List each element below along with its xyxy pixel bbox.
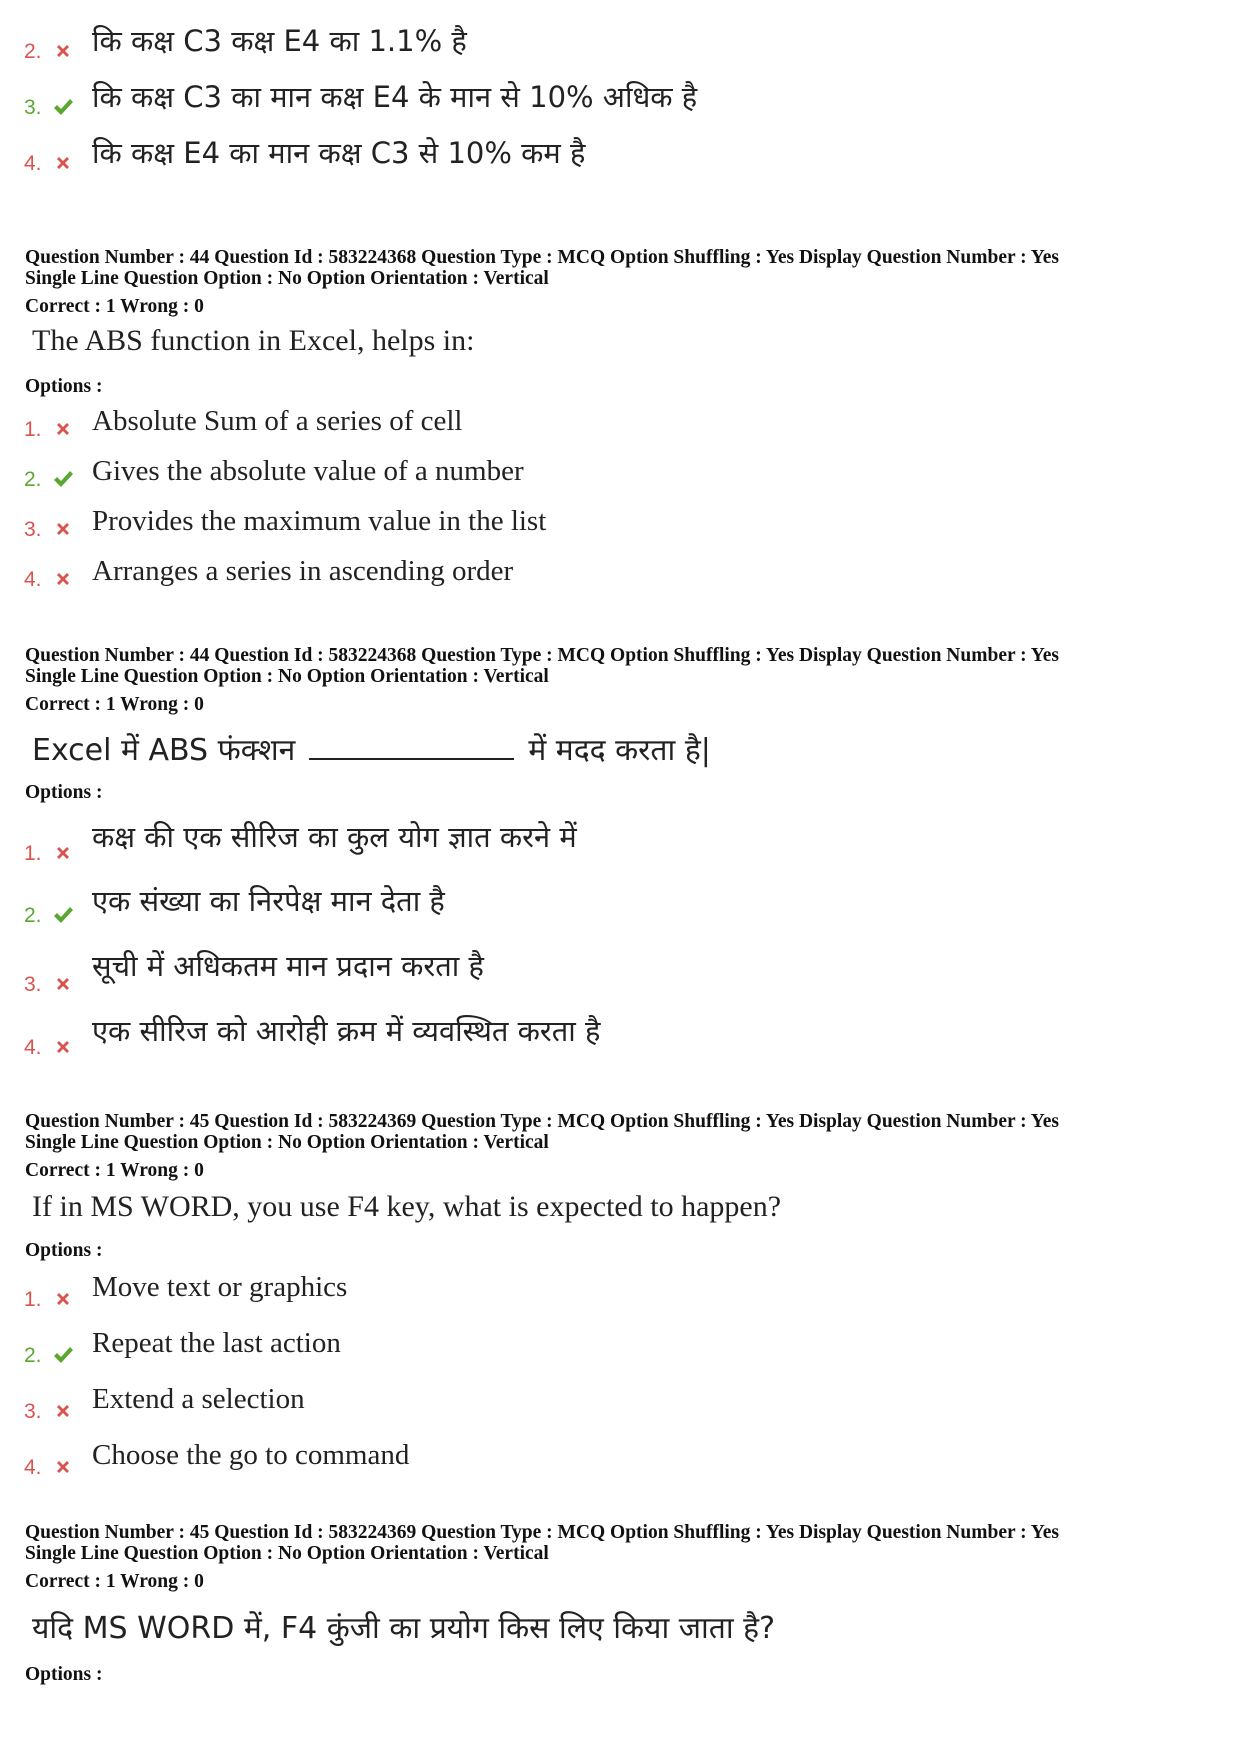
option-text: कि कक्ष C3 का मान कक्ष E4 के मान से 10% अधिक है bbox=[92, 80, 698, 114]
cross-icon bbox=[52, 1288, 74, 1310]
question-text-before: Excel में ABS फंक्शन bbox=[32, 733, 296, 768]
question-meta-line1: Question Number : 45 Question Id : 583224369 Question Type : MCQ Option Shuffling : Yes Display Question Number : Yes bbox=[25, 1522, 1059, 1543]
question-meta-line1: Question Number : 45 Question Id : 583224369 Question Type : MCQ Option Shuffling : Yes Display Question Number : Yes bbox=[25, 1111, 1059, 1132]
option-row bbox=[24, 1014, 1204, 1062]
question-meta bbox=[25, 645, 1059, 687]
options-label: Options : bbox=[25, 376, 103, 397]
cross-icon bbox=[52, 1036, 74, 1058]
option-number: 2. bbox=[24, 904, 42, 927]
cross-icon bbox=[52, 152, 74, 174]
question-meta-line2: Single Line Question Option : No Option Orientation : Vertical bbox=[25, 1132, 549, 1153]
option-number: 3. bbox=[24, 973, 42, 996]
option-number: 2. bbox=[24, 40, 42, 63]
option-row bbox=[24, 22, 1204, 66]
question-marks: Correct : 1 Wrong : 0 bbox=[25, 1160, 204, 1181]
option-number: 2. bbox=[24, 468, 42, 491]
question-marks: Correct : 1 Wrong : 0 bbox=[25, 296, 204, 317]
option-text: सूची में अधिकतम मान प्रदान करता है bbox=[92, 949, 484, 983]
question-meta-line2: Single Line Question Option : No Option Orientation : Vertical bbox=[25, 666, 549, 687]
question-meta bbox=[25, 1522, 1059, 1564]
question-marks: Correct : 1 Wrong : 0 bbox=[25, 1571, 204, 1592]
option-number: 4. bbox=[24, 1036, 42, 1059]
cross-icon bbox=[52, 568, 74, 590]
options-label: Options : bbox=[25, 782, 103, 803]
option-text: कि कक्ष C3 कक्ष E4 का 1.1% है bbox=[92, 24, 467, 58]
option-row bbox=[24, 400, 1204, 444]
option-number: 2. bbox=[24, 1344, 42, 1367]
cross-icon bbox=[52, 40, 74, 62]
option-number: 4. bbox=[24, 1456, 42, 1479]
question-meta bbox=[25, 1111, 1059, 1153]
question-text bbox=[32, 728, 711, 769]
question-marks: Correct : 1 Wrong : 0 bbox=[25, 694, 204, 715]
option-text: कि कक्ष E4 का मान कक्ष C3 से 10% कम है bbox=[92, 136, 586, 170]
question-text: यदि MS WORD में, F4 कुंजी का प्रयोग किस लिए किया जाता है? bbox=[32, 1611, 776, 1646]
option-row bbox=[24, 886, 1204, 930]
option-row bbox=[24, 78, 1204, 122]
cross-icon bbox=[52, 518, 74, 540]
option-text: एक सीरिज को आरोही क्रम में व्यवस्थित करता है bbox=[92, 1014, 601, 1048]
question-meta-line1: Question Number : 44 Question Id : 583224368 Question Type : MCQ Option Shuffling : Yes Display Question Number : Yes bbox=[25, 247, 1059, 268]
option-text: Absolute Sum of a series of cell bbox=[92, 405, 463, 437]
option-text: Gives the absolute value of a number bbox=[92, 455, 524, 487]
question-meta-line2: Single Line Question Option : No Option Orientation : Vertical bbox=[25, 268, 549, 289]
check-icon bbox=[52, 96, 74, 118]
option-number: 1. bbox=[24, 1288, 42, 1311]
option-row bbox=[24, 820, 1204, 868]
option-row bbox=[24, 550, 1204, 594]
check-icon bbox=[52, 468, 74, 490]
option-row bbox=[24, 500, 1204, 544]
option-text: Extend a selection bbox=[92, 1383, 305, 1415]
option-number: 3. bbox=[24, 96, 42, 119]
cross-icon bbox=[52, 418, 74, 440]
question-meta-line1: Question Number : 44 Question Id : 583224368 Question Type : MCQ Option Shuffling : Yes Display Question Number : Yes bbox=[25, 645, 1059, 666]
question-text: If in MS WORD, you use F4 key, what is expected to happen? bbox=[32, 1190, 782, 1223]
option-number: 3. bbox=[24, 1400, 42, 1423]
option-text: Repeat the last action bbox=[92, 1327, 341, 1359]
check-icon bbox=[52, 1344, 74, 1366]
cross-icon bbox=[52, 1456, 74, 1478]
option-text: Move text or graphics bbox=[92, 1271, 348, 1303]
cross-icon bbox=[52, 973, 74, 995]
question-meta-line2: Single Line Question Option : No Option Orientation : Vertical bbox=[25, 1543, 549, 1564]
option-text: Provides the maximum value in the list bbox=[92, 505, 547, 537]
option-row bbox=[24, 1438, 1204, 1482]
option-row bbox=[24, 1270, 1204, 1314]
option-text: कक्ष की एक सीरिज का कुल योग ज्ञात करने में bbox=[92, 820, 577, 854]
question-meta bbox=[25, 247, 1059, 289]
option-row bbox=[24, 1326, 1204, 1370]
option-row bbox=[24, 450, 1204, 494]
fill-in-blank bbox=[309, 738, 514, 760]
option-number: 1. bbox=[24, 842, 42, 865]
question-text-after: में मदद करता है| bbox=[528, 733, 711, 768]
cross-icon bbox=[52, 842, 74, 864]
question-text: The ABS function in Excel, helps in: bbox=[32, 324, 475, 357]
option-row bbox=[24, 1382, 1204, 1426]
option-text: Arranges a series in ascending order bbox=[92, 555, 514, 587]
option-text: Choose the go to command bbox=[92, 1439, 410, 1471]
option-row bbox=[24, 134, 1204, 178]
option-text: एक संख्या का निरपेक्ष मान देता है bbox=[92, 884, 445, 918]
options-label: Options : bbox=[25, 1240, 103, 1261]
option-number: 3. bbox=[24, 518, 42, 541]
check-icon bbox=[52, 904, 74, 926]
options-label: Options : bbox=[25, 1664, 103, 1685]
cross-icon bbox=[52, 1400, 74, 1422]
option-number: 4. bbox=[24, 568, 42, 591]
option-number: 1. bbox=[24, 418, 42, 441]
option-number: 4. bbox=[24, 152, 42, 175]
option-row bbox=[24, 949, 1204, 999]
